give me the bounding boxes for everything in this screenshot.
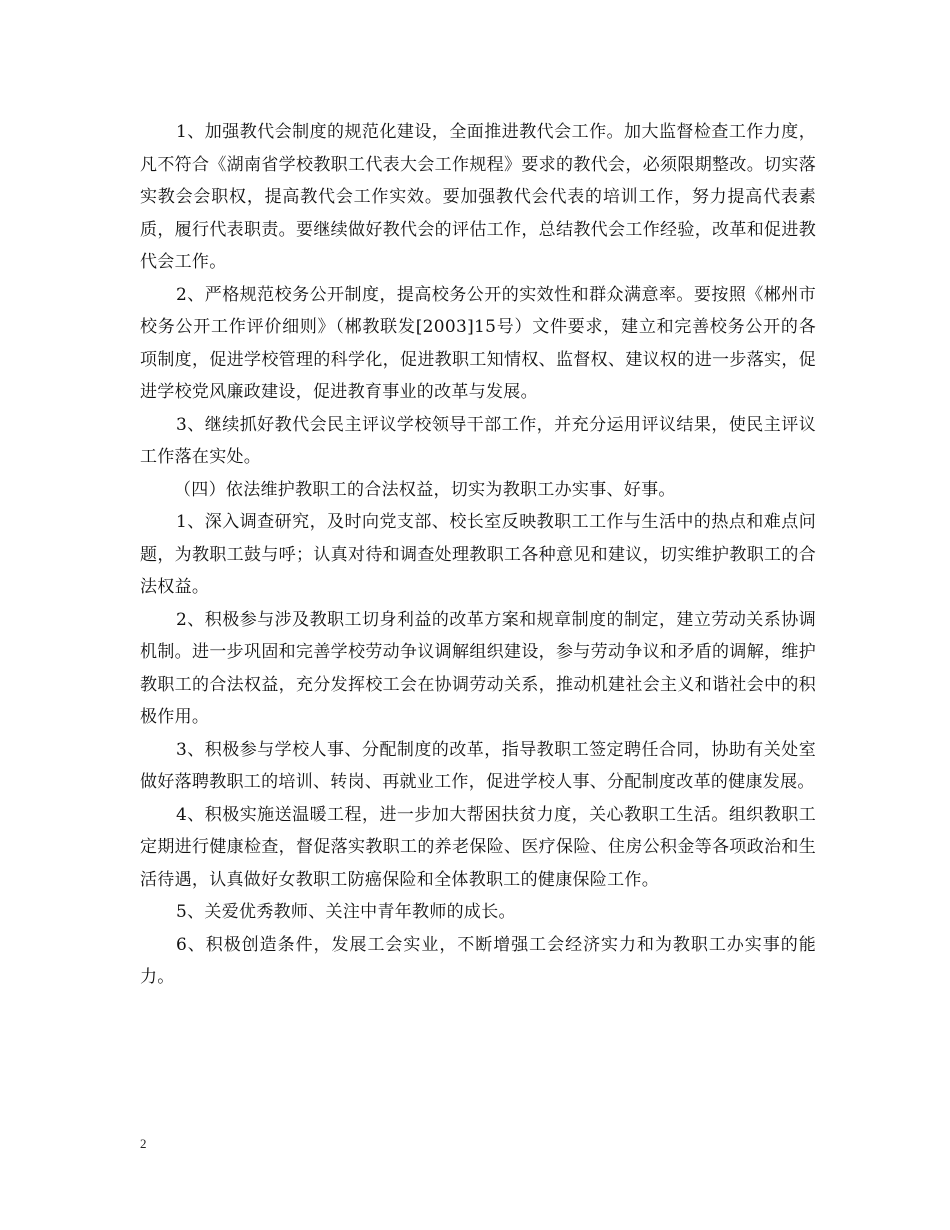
paragraph-5: 1、深入调查研究，及时向党支部、校长室反映教职工工作与生活中的热点和难点问题，为教职工鼓与呼；认真对待和调查处理教职工各种意见和建议，切实维护教职工的合法权益。 <box>140 512 816 597</box>
section-heading-4: （四）依法维护教职工的合法权益，切实为教职工办实事、好事。 <box>174 479 676 500</box>
paragraph-8: 4、积极实施送温暖工程，进一步加大帮困扶贫力度，关心教职工生活。组织教职工定期进行健康检查，督促落实教职工的养老保险、医疗保险、住房公积金等各项政治和生活待遇，认真做好女教职工防癌保险和全体教职工的健康保险工作。 <box>140 804 816 890</box>
paragraph-6: 2、积极参与涉及教职工切身利益的改革方案和规章制度的制定，建立劳动关系协调机制。进一步巩固和完善学校劳动争议调解组织建设，参与劳动争议和矛盾的调解，维护教职工的合法权益，充分发挥校工会在协调劳动关系，推动机建社会主义和谐社会中的积极作用。 <box>140 609 816 727</box>
paragraph-10: 6、积极创造条件，发展工会实业，不断增强工会经济实力和为教职工办实事的能力。 <box>140 934 816 987</box>
paragraph-9: 5、关爱优秀教师、关注中青年教师的成长。 <box>176 902 516 922</box>
paragraph-7: 3、积极参与学校人事、分配制度的改革，指导教职工签定聘任合同，协助有关处室做好落聘教职工的培训、转岗、再就业工作，促进学校人事、分配制度改革的健康发展。 <box>140 739 816 792</box>
paragraph-3: 3、继续抓好教代会民主评议学校领导干部工作，并充分运用评议结果，使民主评议工作落在实处。 <box>140 414 816 467</box>
page-number: 2 <box>140 1136 147 1151</box>
paragraph-2: 2、严格规范校务公开制度，提高校务公开的实效性和群众满意率。要按照《郴州市校务公开工作评价细则》（郴教联发[2003]15号）文件要求，建立和完善校务公开的各项制度，促进学校管理的科学化，促进教职工知情权、监督权、建议权的进一步落实，促进学校党风廉政建设，促进教育事业的改革与发展。 <box>140 284 816 402</box>
paragraph-1: 1、加强教代会制度的规范化建设，全面推进教代会工作。加大监督检查工作力度，凡不符合《湖南省学校教职工代表大会工作规程》要求的教代会，必须限期整改。切实落实教会会职权，提高教代会工作实效。要加强教代会代表的培训工作，努力提高代表素质，履行代表职责。要继续做好教代会的评估工作，总结教代会工作经验，改革和促进教代会工作。 <box>140 122 816 272</box>
document-body <box>140 116 816 994</box>
